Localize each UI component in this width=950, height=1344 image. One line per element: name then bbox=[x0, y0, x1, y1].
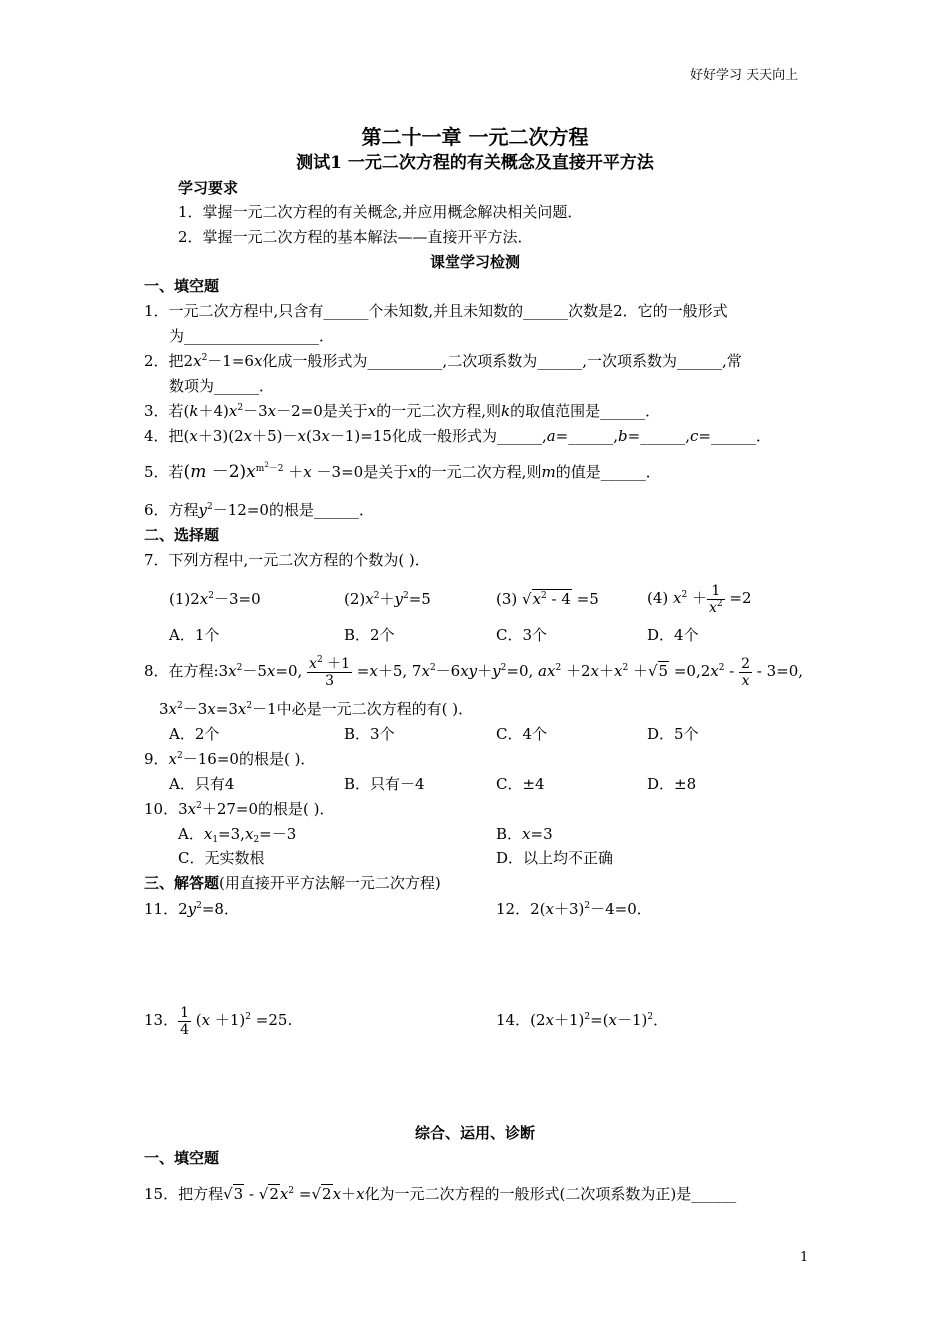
header-motto: 好好学习 天天向上 bbox=[690, 68, 799, 83]
question-9: 9．$x^2-16=0$的根是( )． bbox=[144, 750, 316, 768]
q10-choice-b: B．x=3 bbox=[496, 825, 553, 843]
requirements-heading: 学习要求 bbox=[178, 179, 239, 197]
section3-heading-line bbox=[144, 873, 441, 893]
question-6-blank: ______． bbox=[313, 501, 374, 519]
q7-option-3: (3) $√x^2 - 4 =5$ bbox=[496, 590, 599, 608]
section1-heading: 一、填空题 bbox=[144, 277, 220, 295]
section4-heading: 一、填空题 bbox=[144, 1149, 220, 1167]
requirement-item-2: 2．掌握一元二次方程的基本解法——直接开平方法． bbox=[178, 228, 533, 246]
question-11: 11．$2y^2=8$． bbox=[144, 900, 239, 918]
section3-heading: 三、解答题 bbox=[144, 874, 220, 892]
q7-option-4: (4) $x^2$ ＋ $\frac{1}{x^2}$ =2 bbox=[647, 582, 752, 616]
q7-option-2: $(2)x^2+y^2=5$ bbox=[344, 590, 431, 608]
q10-choice-a: A．$x_1=3,x_2=-3$ bbox=[178, 825, 297, 845]
q7-choice-d: D．4个 bbox=[647, 626, 699, 644]
question-1-line-2: 为__________________． bbox=[169, 327, 335, 345]
question-4: 4．把(x＋3)(2x＋5)－x(3x－1)=15化成一般形式为______,a=______,b=______,c=______． bbox=[144, 427, 771, 445]
question-5: 5．若$(m -2)x^{m^2-2} +x -3=0$是关于x的一元二次方程,则m的值是______． bbox=[144, 461, 661, 482]
q9-choice-d: D．±8 bbox=[647, 775, 697, 793]
question-1-line-1: 1．一元二次方程中,只含有______个未知数,并且未知数的______次数是2．它的一般形式 bbox=[144, 302, 728, 320]
requirement-item-1: 1．掌握一元二次方程的有关概念,并应用概念解决相关问题． bbox=[178, 203, 583, 221]
q7-choice-c: C．3个 bbox=[496, 626, 548, 644]
question-2-line-2: 数项为______． bbox=[169, 377, 275, 395]
test-title: 测试1 一元二次方程的有关概念及直接开平方法 bbox=[296, 153, 654, 173]
q8-choice-b: B．3个 bbox=[344, 725, 395, 743]
question-15: 15．把方程$√3 - √2x^2 =√2x+x$化为一元二次方程的一般形式(二次项系数为正)是______ bbox=[144, 1185, 737, 1203]
section3-note: (用直接开平方法解一元二次方程) bbox=[219, 874, 441, 892]
question-14: 14．$(2x+1)^2=(x-1)^2$． bbox=[496, 1011, 669, 1029]
comprehensive-heading: 综合、运用、诊断 bbox=[414, 1124, 535, 1142]
q10-choice-c: C．无实数根 bbox=[178, 849, 265, 867]
question-8-line-1: 8．在方程$:3x^2-5x=0$, $\frac{x^2 +1}{3}$ =x＋5, $7x^2-6xy+y^2=0$, $ax^2 +2x+x^2 +√5 =0,2x^2$ - $\frac{2}{x}$ - 3=0, bbox=[144, 654, 804, 689]
q7-option-1: $(1)2x^2-3=0$ bbox=[169, 590, 261, 608]
question-7: 7．下列方程中,一元二次方程的个数为( )． bbox=[144, 551, 430, 569]
q10-choice-d: D．以上均不正确 bbox=[496, 849, 614, 867]
q8-choice-d: D．5个 bbox=[647, 725, 699, 743]
q9-choice-c: C．±4 bbox=[496, 775, 545, 793]
q8-choice-c: C．4个 bbox=[496, 725, 548, 743]
q7-choice-b: B．2个 bbox=[344, 626, 395, 644]
class-test-heading: 课堂学习检测 bbox=[429, 253, 520, 271]
question-8-line-2-end: 中必是一元二次方程的有( )． bbox=[276, 700, 474, 718]
question-3: 3．若$(k+4)x^2-3x-2=0$是关于x的一元二次方程,则k的取值范围是______． bbox=[144, 402, 661, 420]
question-8-line-2: $3x^2-3x=3x^2-1$中必是一元二次方程的有( )． bbox=[159, 700, 474, 718]
q9-choice-b: B．只有－4 bbox=[344, 775, 425, 793]
section2-heading: 二、选择题 bbox=[144, 526, 220, 544]
q9-choice-a: A．只有4 bbox=[169, 775, 235, 793]
question-6: 6．方程$y^2-12=0$的根是______． bbox=[144, 501, 374, 519]
question-10: 10．$3x^2+27=0$的根是( )． bbox=[144, 800, 335, 818]
question-13: 13． $\frac{1}{4}$ $(x +1)^2 =25$. bbox=[144, 1004, 293, 1038]
chapter-title: 第二十一章 一元二次方程 bbox=[361, 125, 589, 149]
question-12: 12．$2(x+3)^2-4=0$． bbox=[496, 900, 652, 918]
page-number: 1 bbox=[800, 1250, 809, 1265]
q8-choice-a: A．2个 bbox=[169, 725, 220, 743]
q7-choice-a: A．1个 bbox=[169, 626, 220, 644]
question-2-line-1: 2．把$2x^2-1=6x$化成一般形式为__________,二次项系数为______,一次项系数为______,常 bbox=[144, 352, 742, 370]
